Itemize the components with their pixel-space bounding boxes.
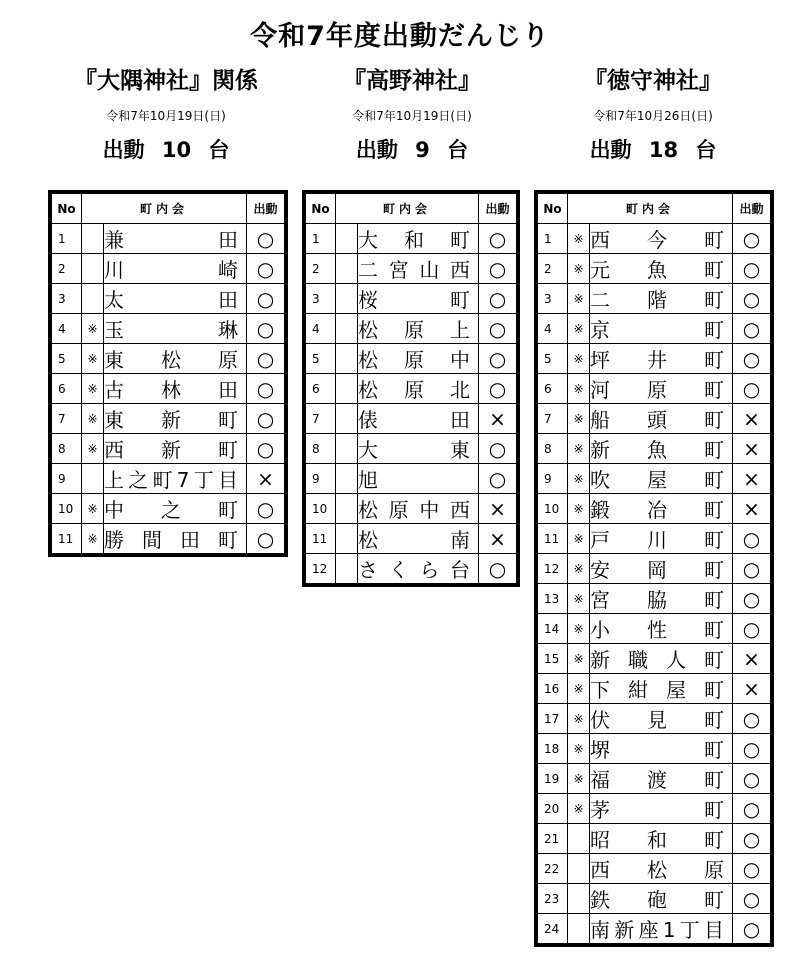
table-header-row: [538, 194, 771, 224]
table-row: [306, 524, 517, 554]
row-dispatch-status: ×: [247, 464, 285, 494]
row-town-name: 松原上: [358, 314, 479, 344]
row-town-name: 戸川町: [590, 524, 733, 554]
row-dispatch-status: ○: [733, 344, 771, 374]
row-town-name: 勝間田町: [104, 524, 247, 554]
table-row: [52, 254, 285, 284]
row-number: 6: [306, 374, 336, 404]
table-row: [52, 494, 285, 524]
table-row: [306, 404, 517, 434]
table-row: [538, 644, 771, 674]
row-mark: [336, 344, 358, 374]
row-town-name: 二階町: [590, 284, 733, 314]
row-dispatch-status: ○: [247, 404, 285, 434]
row-mark: ※: [568, 254, 590, 284]
table-row: [306, 224, 517, 254]
row-number: 4: [52, 314, 82, 344]
row-mark: ※: [82, 374, 104, 404]
row-number: 7: [538, 404, 568, 434]
table-osumi-panel: [48, 190, 288, 557]
table-row: [538, 884, 771, 914]
row-mark: ※: [568, 764, 590, 794]
row-dispatch-status: ×: [479, 404, 517, 434]
row-town-name: 安岡町: [590, 554, 733, 584]
table-row: [538, 914, 771, 944]
table-row: [538, 314, 771, 344]
row-dispatch-status: ×: [733, 434, 771, 464]
row-mark: [336, 524, 358, 554]
table-row: [52, 404, 285, 434]
row-mark: ※: [568, 314, 590, 344]
table-row: [538, 374, 771, 404]
row-dispatch-status: ○: [479, 314, 517, 344]
table-row: [538, 584, 771, 614]
row-number: 1: [538, 224, 568, 254]
row-number: 5: [538, 344, 568, 374]
row-mark: ※: [82, 314, 104, 344]
row-dispatch-status: ○: [733, 794, 771, 824]
row-number: 5: [306, 344, 336, 374]
table-row: [538, 464, 771, 494]
table-row: [538, 614, 771, 644]
table-takano-panel: [302, 190, 520, 587]
table-row: [306, 344, 517, 374]
row-mark: ※: [568, 224, 590, 254]
row-town-name: 宮脇町: [590, 584, 733, 614]
row-number: 2: [306, 254, 336, 284]
row-dispatch-status: ○: [733, 734, 771, 764]
row-town-name: 西松原: [590, 854, 733, 884]
row-town-name: 堺町: [590, 734, 733, 764]
row-town-name: 小性町: [590, 614, 733, 644]
row-town-name: 船頭町: [590, 404, 733, 434]
table-row: [538, 254, 771, 284]
table-row: [538, 554, 771, 584]
row-number: 11: [306, 524, 336, 554]
row-mark: ※: [568, 404, 590, 434]
row-mark: [336, 224, 358, 254]
row-town-name: 河原町: [590, 374, 733, 404]
row-town-name: 川崎: [104, 254, 247, 284]
row-mark: ※: [568, 584, 590, 614]
row-mark: [336, 434, 358, 464]
table-row: [306, 554, 517, 584]
row-mark: [568, 884, 590, 914]
table-row: [538, 734, 771, 764]
row-dispatch-status: ×: [733, 674, 771, 704]
row-number: 10: [52, 494, 82, 524]
row-mark: [336, 464, 358, 494]
row-mark: [336, 284, 358, 314]
row-number: 12: [538, 554, 568, 584]
header-dispatch: 出動: [247, 194, 285, 224]
table-row: [52, 224, 285, 254]
row-dispatch-status: ○: [479, 224, 517, 254]
table-row: [538, 224, 771, 254]
table-row: [538, 434, 771, 464]
table-row: [538, 794, 771, 824]
row-mark: ※: [568, 494, 590, 524]
header-no: No: [538, 194, 568, 224]
row-mark: [568, 914, 590, 944]
row-town-name: 旭: [358, 464, 479, 494]
row-dispatch-status: ○: [479, 254, 517, 284]
table-takano: [305, 193, 517, 584]
row-town-name: 大東: [358, 434, 479, 464]
row-number: 15: [538, 644, 568, 674]
row-number: 20: [538, 794, 568, 824]
row-mark: ※: [568, 794, 590, 824]
row-dispatch-status: ○: [733, 284, 771, 314]
date-osumi: 令和7年10月19日(日): [106, 109, 226, 123]
row-town-name: 松南: [358, 524, 479, 554]
table-tokumori: [537, 193, 771, 944]
row-number: 17: [538, 704, 568, 734]
row-number: 12: [306, 554, 336, 584]
row-dispatch-status: ×: [733, 404, 771, 434]
page-title: 令和7年度出動だんじり: [250, 21, 550, 52]
row-mark: ※: [82, 404, 104, 434]
row-number: 9: [538, 464, 568, 494]
row-number: 11: [52, 524, 82, 554]
row-mark: [336, 404, 358, 434]
row-number: 7: [52, 404, 82, 434]
row-town-name: 坪井町: [590, 344, 733, 374]
table-row: [538, 764, 771, 794]
row-town-name: 鉄砲町: [590, 884, 733, 914]
table-row: [52, 434, 285, 464]
row-number: 9: [52, 464, 82, 494]
table-header-row: [306, 194, 517, 224]
row-number: 3: [306, 284, 336, 314]
date-takano: 令和7年10月19日(日): [352, 109, 472, 123]
row-town-name: 伏見町: [590, 704, 733, 734]
row-dispatch-status: ×: [479, 524, 517, 554]
table-row: [306, 374, 517, 404]
row-number: 8: [306, 434, 336, 464]
row-dispatch-status: ○: [733, 704, 771, 734]
row-mark: ※: [82, 344, 104, 374]
row-number: 6: [538, 374, 568, 404]
row-town-name: 京町: [590, 314, 733, 344]
row-town-name: さくら台: [358, 554, 479, 584]
row-number: 9: [306, 464, 336, 494]
row-town-name: 上之町7丁目: [104, 464, 247, 494]
row-number: 14: [538, 614, 568, 644]
row-dispatch-status: ○: [247, 254, 285, 284]
row-number: 7: [306, 404, 336, 434]
row-number: 2: [52, 254, 82, 284]
row-town-name: 東松原: [104, 344, 247, 374]
table-row: [52, 374, 285, 404]
row-dispatch-status: ○: [247, 494, 285, 524]
row-dispatch-status: ○: [247, 374, 285, 404]
row-mark: [336, 554, 358, 584]
table-row: [538, 284, 771, 314]
table-tokumori-panel: [534, 190, 774, 947]
row-dispatch-status: ○: [479, 434, 517, 464]
row-mark: ※: [568, 524, 590, 554]
row-town-name: 兼田: [104, 224, 247, 254]
table-row: [538, 674, 771, 704]
row-town-name: 新魚町: [590, 434, 733, 464]
row-dispatch-status: ○: [247, 284, 285, 314]
row-number: 4: [538, 314, 568, 344]
row-dispatch-status: ○: [733, 614, 771, 644]
row-town-name: 松原中西: [358, 494, 479, 524]
table-row: [538, 494, 771, 524]
row-dispatch-status: ○: [479, 554, 517, 584]
row-town-name: 俵田: [358, 404, 479, 434]
shrine-title-takano: 『高野神社』: [343, 68, 481, 94]
row-number: 1: [306, 224, 336, 254]
table-row: [52, 344, 285, 374]
row-mark: [82, 224, 104, 254]
row-town-name: 太田: [104, 284, 247, 314]
table-row: [538, 404, 771, 434]
row-number: 1: [52, 224, 82, 254]
row-number: 2: [538, 254, 568, 284]
shrine-title-osumi: 『大隅神社』関係: [74, 68, 258, 94]
row-mark: [336, 374, 358, 404]
row-town-name: 昭和町: [590, 824, 733, 854]
row-dispatch-status: ○: [479, 344, 517, 374]
header-no: No: [306, 194, 336, 224]
row-dispatch-status: ○: [733, 374, 771, 404]
row-dispatch-status: ○: [247, 434, 285, 464]
row-number: 16: [538, 674, 568, 704]
table-row: [52, 464, 285, 494]
header-name: 町内会: [568, 194, 733, 224]
header-name: 町内会: [82, 194, 247, 224]
table-row: [538, 524, 771, 554]
row-mark: ※: [568, 374, 590, 404]
date-tokumori: 令和7年10月26日(日): [593, 109, 713, 123]
table-row: [538, 824, 771, 854]
row-mark: ※: [568, 644, 590, 674]
header-no: No: [52, 194, 82, 224]
header-name: 町内会: [336, 194, 479, 224]
row-number: 10: [306, 494, 336, 524]
table-row: [52, 284, 285, 314]
row-mark: [82, 464, 104, 494]
row-mark: [568, 854, 590, 884]
row-town-name: 茅町: [590, 794, 733, 824]
row-dispatch-status: ○: [733, 554, 771, 584]
row-mark: [336, 494, 358, 524]
row-dispatch-status: ×: [479, 494, 517, 524]
header-dispatch: 出動: [479, 194, 517, 224]
row-town-name: 西新町: [104, 434, 247, 464]
table-row: [306, 464, 517, 494]
table-row: [306, 254, 517, 284]
row-dispatch-status: ○: [733, 914, 771, 944]
row-number: 21: [538, 824, 568, 854]
row-mark: [82, 284, 104, 314]
row-number: 8: [52, 434, 82, 464]
row-mark: ※: [568, 734, 590, 764]
row-town-name: 南新座1丁目: [590, 914, 733, 944]
row-town-name: 玉琳: [104, 314, 247, 344]
row-mark: ※: [568, 614, 590, 644]
row-town-name: 二宮山西: [358, 254, 479, 284]
row-mark: [568, 824, 590, 854]
row-dispatch-status: ○: [733, 314, 771, 344]
row-dispatch-status: ○: [479, 374, 517, 404]
row-dispatch-status: ○: [733, 764, 771, 794]
row-town-name: 西今町: [590, 224, 733, 254]
row-dispatch-status: ○: [479, 284, 517, 314]
row-number: 5: [52, 344, 82, 374]
row-dispatch-status: ○: [733, 824, 771, 854]
table-row: [538, 854, 771, 884]
table-row: [306, 434, 517, 464]
table-row: [306, 494, 517, 524]
row-town-name: 東新町: [104, 404, 247, 434]
row-mark: ※: [568, 284, 590, 314]
row-mark: ※: [568, 554, 590, 584]
row-mark: [336, 254, 358, 284]
table-row: [306, 284, 517, 314]
row-mark: ※: [82, 434, 104, 464]
row-mark: ※: [82, 494, 104, 524]
row-number: 19: [538, 764, 568, 794]
row-dispatch-status: ○: [247, 224, 285, 254]
row-town-name: 中之町: [104, 494, 247, 524]
row-dispatch-status: ○: [733, 524, 771, 554]
row-number: 18: [538, 734, 568, 764]
row-dispatch-status: ○: [247, 524, 285, 554]
row-dispatch-status: ×: [733, 464, 771, 494]
row-town-name: 元魚町: [590, 254, 733, 284]
row-mark: ※: [568, 344, 590, 374]
row-dispatch-status: ○: [247, 344, 285, 374]
row-dispatch-status: ×: [733, 644, 771, 674]
row-dispatch-status: ○: [733, 884, 771, 914]
row-mark: ※: [568, 434, 590, 464]
row-mark: [82, 254, 104, 284]
table-header-row: [52, 194, 285, 224]
row-dispatch-status: ○: [733, 854, 771, 884]
row-dispatch-status: ○: [247, 314, 285, 344]
row-town-name: 新職人町: [590, 644, 733, 674]
shrine-title-tokumori: 『徳守神社』: [584, 68, 722, 94]
row-town-name: 古林田: [104, 374, 247, 404]
row-town-name: 松原中: [358, 344, 479, 374]
row-number: 6: [52, 374, 82, 404]
row-town-name: 桜町: [358, 284, 479, 314]
count-takano: 出動 9 台: [355, 138, 469, 162]
row-number: 11: [538, 524, 568, 554]
table-row: [306, 314, 517, 344]
count-osumi: 出動 10 台: [102, 138, 230, 162]
row-dispatch-status: ○: [733, 224, 771, 254]
row-mark: ※: [568, 464, 590, 494]
row-mark: ※: [568, 704, 590, 734]
row-town-name: 吹屋町: [590, 464, 733, 494]
row-number: 8: [538, 434, 568, 464]
row-mark: ※: [82, 524, 104, 554]
row-town-name: 松原北: [358, 374, 479, 404]
row-mark: ※: [568, 674, 590, 704]
row-dispatch-status: ○: [479, 464, 517, 494]
table-osumi: [51, 193, 285, 554]
row-number: 4: [306, 314, 336, 344]
row-town-name: 鍛冶町: [590, 494, 733, 524]
table-row: [538, 344, 771, 374]
row-number: 10: [538, 494, 568, 524]
table-row: [538, 704, 771, 734]
row-town-name: 福渡町: [590, 764, 733, 794]
row-dispatch-status: ○: [733, 254, 771, 284]
row-number: 24: [538, 914, 568, 944]
table-row: [52, 314, 285, 344]
row-town-name: 大和町: [358, 224, 479, 254]
row-number: 3: [52, 284, 82, 314]
row-number: 13: [538, 584, 568, 614]
row-number: 23: [538, 884, 568, 914]
table-row: [52, 524, 285, 554]
row-number: 3: [538, 284, 568, 314]
count-tokumori: 出動 18 台: [589, 138, 717, 162]
row-number: 22: [538, 854, 568, 884]
row-dispatch-status: ○: [733, 584, 771, 614]
row-town-name: 下紺屋町: [590, 674, 733, 704]
row-dispatch-status: ×: [733, 494, 771, 524]
row-mark: [336, 314, 358, 344]
header-dispatch: 出動: [733, 194, 771, 224]
